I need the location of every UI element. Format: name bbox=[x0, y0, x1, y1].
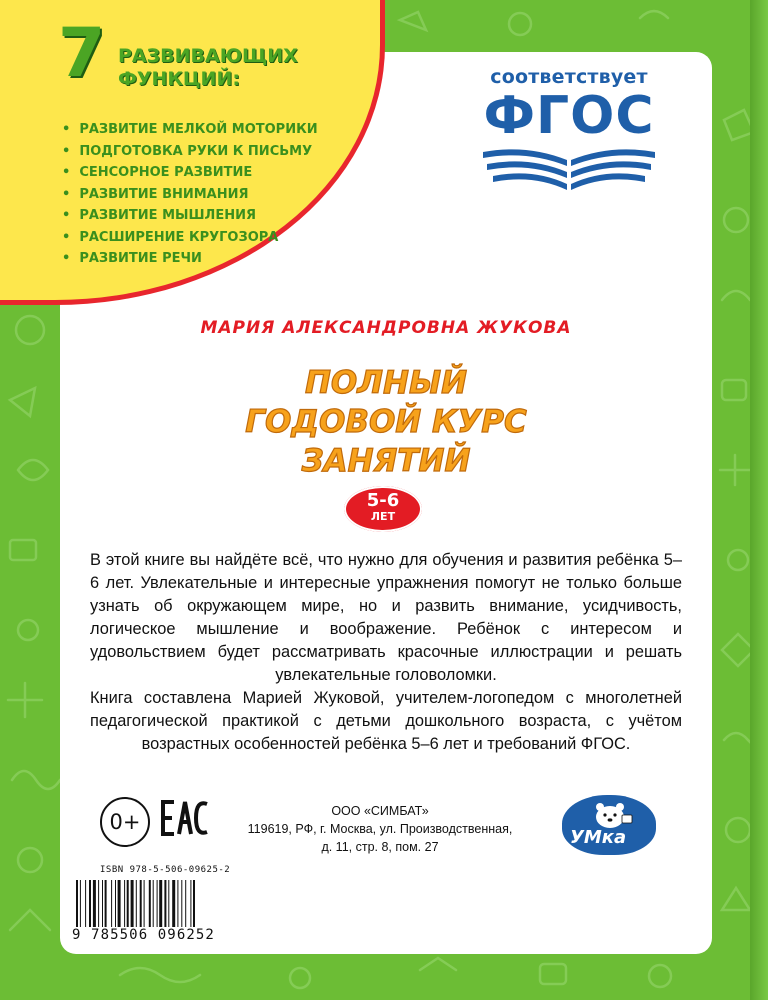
brand-logo bbox=[562, 795, 656, 855]
fgos-title: ФГОС bbox=[483, 86, 655, 146]
fgos-subtitle: соответствует bbox=[490, 66, 648, 88]
brand-name: УМка bbox=[570, 827, 627, 848]
age-range: 5-6 bbox=[366, 490, 400, 511]
book-title bbox=[60, 364, 712, 481]
publisher-address-line1: 119619, РФ, г. Москва, ул. Производственная, bbox=[247, 822, 513, 836]
list-item: • РАЗВИТИЕ ВНИМАНИЯ bbox=[62, 184, 318, 206]
publisher-name: ООО «СИМБАТ» bbox=[331, 804, 429, 818]
list-item: • РАСШИРЕНИЕ КРУГОЗОРА bbox=[62, 227, 318, 249]
publisher-info bbox=[230, 802, 530, 856]
age-badge bbox=[344, 486, 422, 532]
list-item: • РАЗВИТИЕ РЕЧИ bbox=[62, 248, 318, 270]
barcode-digits: 9 785506 096252 bbox=[72, 927, 228, 943]
functions-title-line1: РАЗВИВАЮЩИХ bbox=[118, 45, 298, 67]
book-title-line2: ГОДОВОЙ КУРС bbox=[245, 404, 527, 440]
author-name: МАРИЯ АЛЕКСАНДРОВНА ЖУКОВА bbox=[200, 318, 572, 338]
functions-title-line2: ФУНКЦИЙ: bbox=[118, 68, 240, 90]
age-unit: ЛЕТ bbox=[370, 510, 396, 523]
book-title-line1: ПОЛНЫЙ bbox=[304, 365, 468, 401]
list-item: • СЕНСОРНОЕ РАЗВИТИЕ bbox=[62, 162, 318, 184]
open-book-icon bbox=[479, 146, 659, 192]
isbn: ISBN 978-5-506-09625-2 bbox=[100, 865, 231, 875]
publisher-address-line2: д. 11, стр. 8, пом. 27 bbox=[321, 840, 439, 854]
book-spine-edge bbox=[750, 0, 768, 1000]
barcode bbox=[70, 880, 234, 930]
list-item: • РАЗВИТИЕ МЕЛКОЙ МОТОРИКИ bbox=[62, 119, 318, 141]
functions-title bbox=[118, 45, 358, 91]
list-item: • РАЗВИТИЕ МЫШЛЕНИЯ bbox=[62, 205, 318, 227]
age-rating-badge: 0+ bbox=[100, 797, 150, 847]
list-item: • ПОДГОТОВКА РУКИ К ПИСЬМУ bbox=[62, 141, 318, 163]
book-description bbox=[90, 549, 682, 756]
polar-bear-icon bbox=[588, 799, 634, 829]
book-title-line3: ЗАНЯТИЙ bbox=[301, 443, 471, 479]
fgos-badge bbox=[474, 66, 664, 192]
functions-list bbox=[62, 119, 318, 270]
description-paragraph-1: В этой книге вы найдёте всё, что нужно для обучения и развития ребёнка 5–6 лет. Увлекательные и интересные упражнения помогут не только больше узнать об окружающем мире, но и развить внимание, усидчивость, логическое мышление и воображение. Ребёнок с интересом и удовольствием будет рассматривать красочные иллюстрации и решать увлекательные головоломки. bbox=[90, 551, 682, 684]
eac-certification-icon bbox=[160, 798, 210, 838]
functions-number: 7 bbox=[58, 14, 106, 93]
description-paragraph-2: Книга составлена Марией Жуковой, учителем-логопедом с многолетней педагогической практикой с детьми дошкольного возраста, с учётом возрастных особенностей ребёнка 5–6 лет и требований ФГОС. bbox=[90, 689, 682, 753]
